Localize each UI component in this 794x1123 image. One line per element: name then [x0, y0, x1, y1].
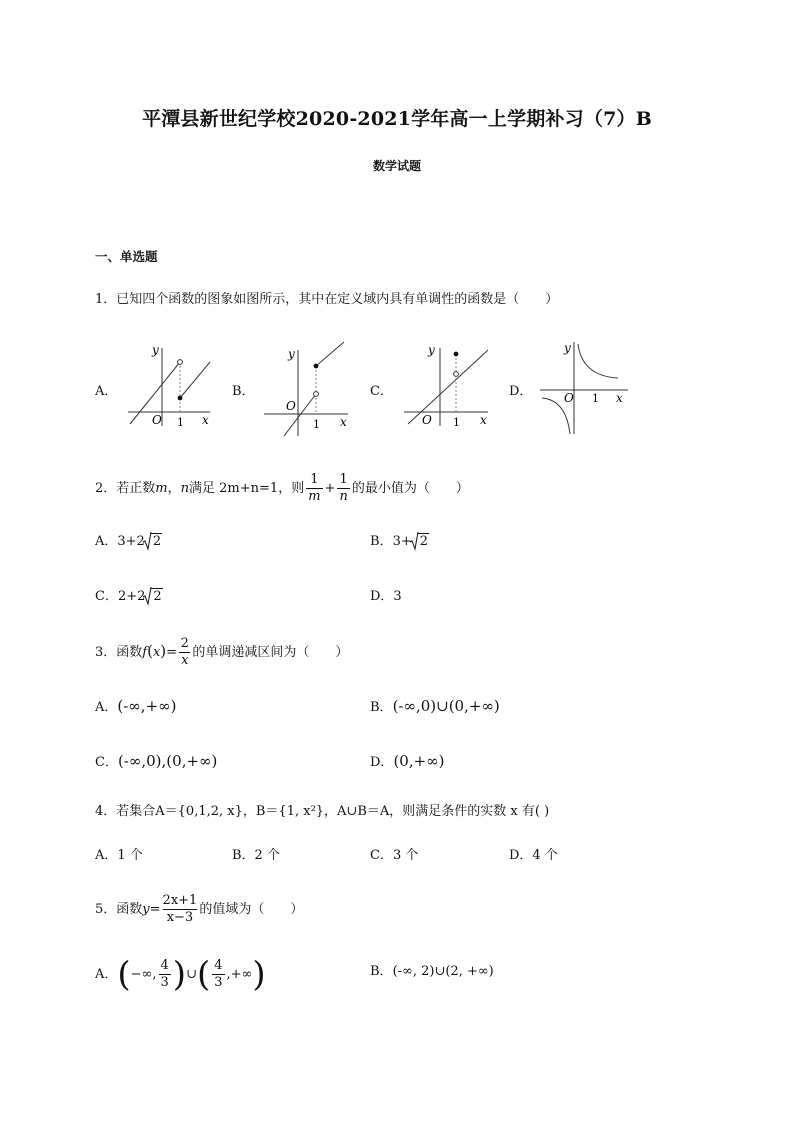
sqrt-symbol: 2 [145, 532, 162, 552]
question-3-stem: 3．函数f(x)= $\frac{2}{x}$ 的单调递减区间为（ ） [95, 636, 349, 668]
q2-option-a: A．3+2 2 [95, 532, 162, 552]
q3-option-c: C．(-∞,0),(0,+∞) [95, 752, 218, 770]
question-2-stem [95, 472, 469, 505]
q2-option-d: D．3 [370, 589, 402, 604]
q1-graph-a [122, 340, 214, 430]
q1-graph-b [262, 338, 354, 438]
x-label: x [202, 413, 209, 427]
x-label: x [616, 391, 623, 405]
tick-one: 1 [453, 416, 460, 429]
sqrt-symbol: 2 [412, 532, 429, 552]
question-5-stem: 5．函数y= $\frac{2x+1}{x-3}$ 的值域为（ ） [95, 893, 304, 925]
q2-frac-2: $\frac{1}{n}$ [339, 472, 348, 504]
section-heading: 一、单选题 [95, 249, 158, 264]
open-point [178, 360, 183, 365]
q4-option-a: A．1 个 [95, 848, 143, 863]
q2-frac-1: $\frac{1}{m}$ [308, 472, 321, 504]
q4-option-b: B．2 个 [232, 848, 280, 863]
q2-suffix: 的最小值为（ ） [351, 481, 469, 496]
tick-one: 1 [177, 416, 184, 429]
q2-mid2: ，则 [278, 481, 305, 496]
q1-option-b-label: B． [232, 384, 255, 399]
open-point [314, 392, 319, 397]
open-point [454, 372, 459, 377]
q1-option-d-label: D． [509, 384, 533, 399]
origin-label: O [286, 399, 296, 413]
closed-point [314, 364, 319, 369]
q2-comma: ， [167, 481, 181, 496]
q2-option-b: B．3+ 2 [370, 532, 429, 552]
line-right [316, 342, 344, 366]
q2-prefix: 2．若正数 [95, 481, 156, 496]
tick-one: 1 [592, 392, 599, 405]
q2-mid: 满足 [189, 481, 216, 496]
closed-point [454, 352, 459, 357]
y-label: y [288, 347, 295, 361]
q4-option-c: C．3 个 [370, 848, 419, 863]
q3-frac: $\frac{2}{x}$ [180, 636, 189, 668]
page-subtitle: 数学试题 [372, 159, 421, 173]
x-label: x [480, 413, 487, 427]
q2-var-m: m [155, 481, 168, 496]
q3-option-d: D．(0,+∞) [370, 752, 445, 770]
q5-option-b: B．(-∞, 2)∪(2, +∞) [370, 964, 494, 979]
page-title: 平潭县新世纪学校2020-2021学年高一上学期补习（7）B [142, 108, 652, 130]
q3-option-a: A．(-∞,+∞) [95, 697, 177, 715]
q2-var-n: n [180, 481, 189, 496]
origin-label: O [422, 413, 432, 427]
y-label: y [152, 343, 159, 357]
closed-point [178, 396, 183, 401]
hyperbola-right [578, 344, 618, 378]
x-label: x [340, 415, 347, 429]
line [408, 350, 488, 424]
origin-label: O [564, 391, 574, 405]
q1-graph-d [536, 338, 636, 438]
line-right [180, 362, 210, 398]
tick-one: 1 [313, 418, 320, 431]
question-1-stem: 1．已知四个函数的图象如图所示，其中在定义域内具有单调性的函数是（ ） [95, 292, 559, 307]
q1-option-a-label: A． [95, 384, 118, 399]
q2-plus: + [324, 481, 336, 496]
q5-frac: $\frac{2x+1}{x-3}$ [162, 893, 198, 925]
y-label: y [428, 343, 435, 357]
y-label: y [564, 341, 571, 355]
q5-option-a: A．(−∞, $\frac{4}{3}$ )∪( $\frac{4}{3}$ ,+∞) [95, 954, 266, 995]
q3-option-b: B．(-∞,0)∪(0,+∞) [370, 697, 500, 715]
q2-condition: 2m+n=1 [219, 481, 279, 496]
q1-option-c-label: C． [370, 384, 393, 399]
origin-label: O [152, 413, 162, 427]
q1-graph-c [402, 340, 494, 430]
q4-option-d: D．4 个 [509, 848, 558, 863]
sqrt-symbol: 2 [145, 587, 162, 607]
question-4-stem: 4．若集合A＝{0,1,2, x}，B＝{1, x²}，A∪B＝A，则满足条件的实数 x 有( ) [95, 804, 550, 819]
q2-option-c: C．2+2 2 [95, 587, 163, 607]
